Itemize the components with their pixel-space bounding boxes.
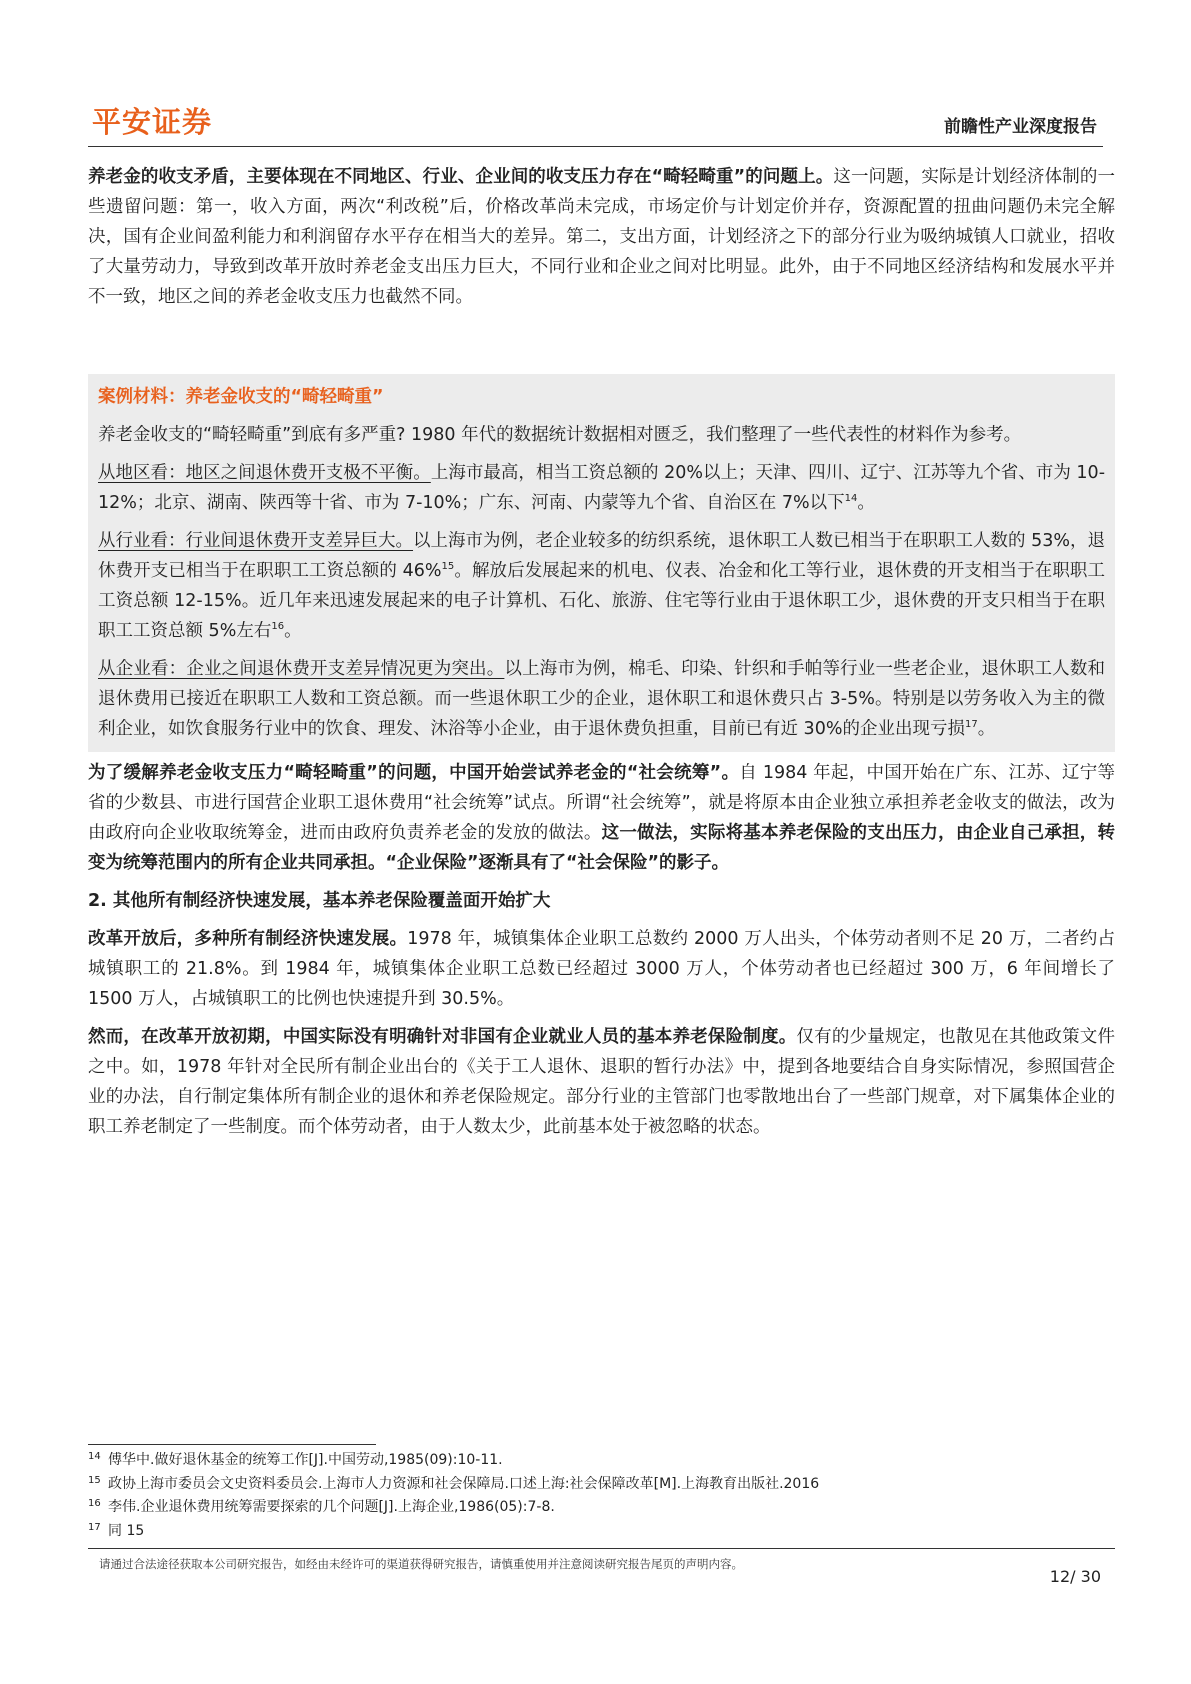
paragraph-2 (88, 758, 1115, 878)
paragraph-1-body: 这一问题，实际是计划经济体制的一些遗留问题：第一，收入方面，两次“利改税”后，价格改革尚未完成，市场定价与计划定价并存，资源配置的扭曲问题仍未完全解决，国有企业间盈利能力和利润留存水平存在相当大的差异。第二，支出方面，计划经济之下的部分行业为吸纳城镇人口就业，招收了大量劳动力，导致到改革开放时养老金支出压力巨大，不同行业和企业之间对比明显。此外，由于不同地区经济结构和发展水平并不一致，地区之间的养老金收支压力也截然不同。 (88, 167, 1116, 307)
paragraph-3-body: 1978 年，城镇集体企业职工总数约 2000 万人出头，个体劳动者则不足 20 万，二者约占城镇职工的 21.8%。到 1984 年，城镇集体企业职工总数已经超过 3000 万人，个体劳动者也已经超过 300 万，6 年间增长了 1500 万人，占城镇职工的比例也快速提升到 30.5%。 (88, 929, 1115, 1009)
footnote-item (88, 1449, 1115, 1473)
region-text: 上海市最高，相当工资总额的 20%以上；天津、四川、辽宁、江苏等九个省、市为 10-12%；北京、湖南、陕西等十省、市为 7-10%；广东、河南、内蒙等九个省、自治区在 7%以下 (98, 463, 1106, 513)
footnote-item (88, 1520, 1115, 1544)
enterprise-heading: 从企业看：企业之间退休费开支差异情况更为突出。 (98, 659, 505, 679)
paragraph-2-conclusion: 这一做法，实际将基本养老保险的支出压力，由企业自己承担，转变为统筹范围内的所有企业共同承担。“企业保险”逐渐具有了“社会保险”的影子。 (88, 823, 1116, 873)
case-box-region (98, 458, 1105, 518)
case-box-enterprise (98, 654, 1105, 744)
report-type-label: 前瞻性产业深度报告 (944, 117, 1097, 137)
footnote-ref-16[interactable]: 16 (271, 621, 285, 633)
footnote-number: 16 (88, 1498, 101, 1509)
company-logo: 平安证券 (92, 105, 213, 139)
footnotes (88, 1449, 1115, 1543)
footnote-ref-15[interactable]: 15 (441, 561, 455, 573)
region-end: 。 (857, 493, 875, 513)
industry-heading: 从行业看：行业间退休费开支差异巨大。 (98, 531, 414, 551)
footnote-text: 同 15 (108, 1522, 145, 1539)
footnote-ref-17[interactable]: 17 (964, 719, 978, 731)
paragraph-3 (88, 924, 1115, 1014)
footnote-item (88, 1496, 1115, 1520)
section-heading: 2. 其他所有制经济快速发展，基本养老保险覆盖面开始扩大 (88, 891, 551, 911)
paragraph-3-lead: 改革开放后，多种所有制经济快速发展。 (88, 929, 408, 949)
paragraph-1-lead: 养老金的收支矛盾，主要体现在不同地区、行业、企业间的收支压力存在“畸轻畸重”的问题上。 (88, 167, 834, 187)
spacer (88, 320, 1115, 374)
main-content (88, 162, 1115, 1150)
region-heading: 从地区看：地区之间退休费开支极不平衡。 (98, 463, 431, 483)
industry-end: 。 (284, 621, 302, 641)
industry-text-2: 。解放后发展起来的机电、仪表、冶金和化工等行业，退休费的开支相当于在职职工工资总额 12-15%。近几年来迅速发展起来的电子计算机、石化、旅游、住宅等行业由于退休职工少，退休费的开支只相当于在职职工工资总额 5%左右 (98, 561, 1105, 641)
footnote-number: 17 (88, 1521, 101, 1533)
industry-text-1: 以上海市为例，老企业较多的纺织系统，退休职工人数已相当于在职职工人数的 53%，退休费开支已相当于在职职工工资总额的 46% (98, 531, 1105, 581)
footnote-ref-14[interactable]: 14 (844, 493, 858, 505)
case-box-title: 案例材料：养老金收支的“畸轻畸重” (98, 387, 384, 407)
footnote-text: 傅华中.做好退休基金的统筹工作[J].中国劳动,1985(09):10-11. (108, 1452, 503, 1468)
footnote-divider (88, 1444, 376, 1445)
footer-disclaimer: 请通过合法途径获取本公司研究报告，如经由未经许可的渠道获得研究报告，请慎重使用并注意阅读研究报告尾页的声明内容。 (99, 1557, 743, 1571)
footer-divider (88, 1548, 1115, 1549)
footnote-text: 李伟.企业退休费用统筹需要探索的几个问题[J].上海企业,1986(05):7-8. (108, 1499, 555, 1515)
paragraph-4-lead: 然而，在改革开放初期，中国实际没有明确针对非国有企业就业人员的基本养老保险制度。 (88, 1027, 797, 1047)
paragraph-2-body: 自 1984 年起，中国开始在广东、江苏、辽宁等省的少数县、市进行国营企业职工退休费用“社会统筹”试点。所谓“社会统筹”，就是将原本由企业独立承担养老金收支的做法，改为由政府向企业收取统筹金，进而由政府负责养老金的发放的做法。 (88, 763, 1115, 843)
page-number: 12/ 30 (1049, 1567, 1101, 1586)
paragraph-4-body: 仅有的少量规定，也散见在其他政策文件之中。如，1978 年针对全民所有制企业出台的《关于工人退休、退职的暂行办法》中，提到各地要结合自身实际情况，参照国营企业的办法，自行制定集体所有制企业的退休和养老保险规定。部分行业的主管部门也零散地出台了一些部门规章，对下属集体企业的职工养老制定了一些制度。而个体劳动者，由于人数太少，此前基本处于被忽略的状态。 (88, 1027, 1115, 1137)
footnote-number: 14 (88, 1451, 101, 1462)
case-material-box (88, 374, 1115, 752)
paragraph-4 (88, 1022, 1115, 1142)
page-header (88, 100, 1103, 147)
paragraph-1 (88, 162, 1115, 312)
enterprise-end: 。 (977, 719, 996, 739)
footnote-item (88, 1473, 1115, 1497)
enterprise-text: 以上海市为例，棉毛、印染、针织和手帕等行业一些老企业，退休职工人数和退休费用已接近在职职工人数和工资总额。而一些退休职工少的企业，退休职工和退休费只占 3-5%。特别是以劳务收入为主的微利企业，如饮食服务行业中的饮食、理发、沐浴等小企业，由于退休费负担重，目前已有近 30%的企业出现亏损 (98, 659, 1106, 739)
footnote-text: 政协上海市委员会文史资料委员会.上海市人力资源和社会保障局.口述上海:社会保障改革[M].上海教育出版社.2016 (108, 1475, 820, 1492)
footnote-number: 15 (88, 1474, 101, 1486)
paragraph-2-lead: 为了缓解养老金收支压力“畸轻畸重”的问题，中国开始尝试养老金的“社会统筹”。 (88, 763, 740, 783)
case-box-industry (98, 526, 1105, 646)
case-box-intro: 养老金收支的“畸轻畸重”到底有多严重? 1980 年代的数据统计数据相对匮乏，我们整理了一些代表性的材料作为参考。 (98, 425, 1022, 445)
